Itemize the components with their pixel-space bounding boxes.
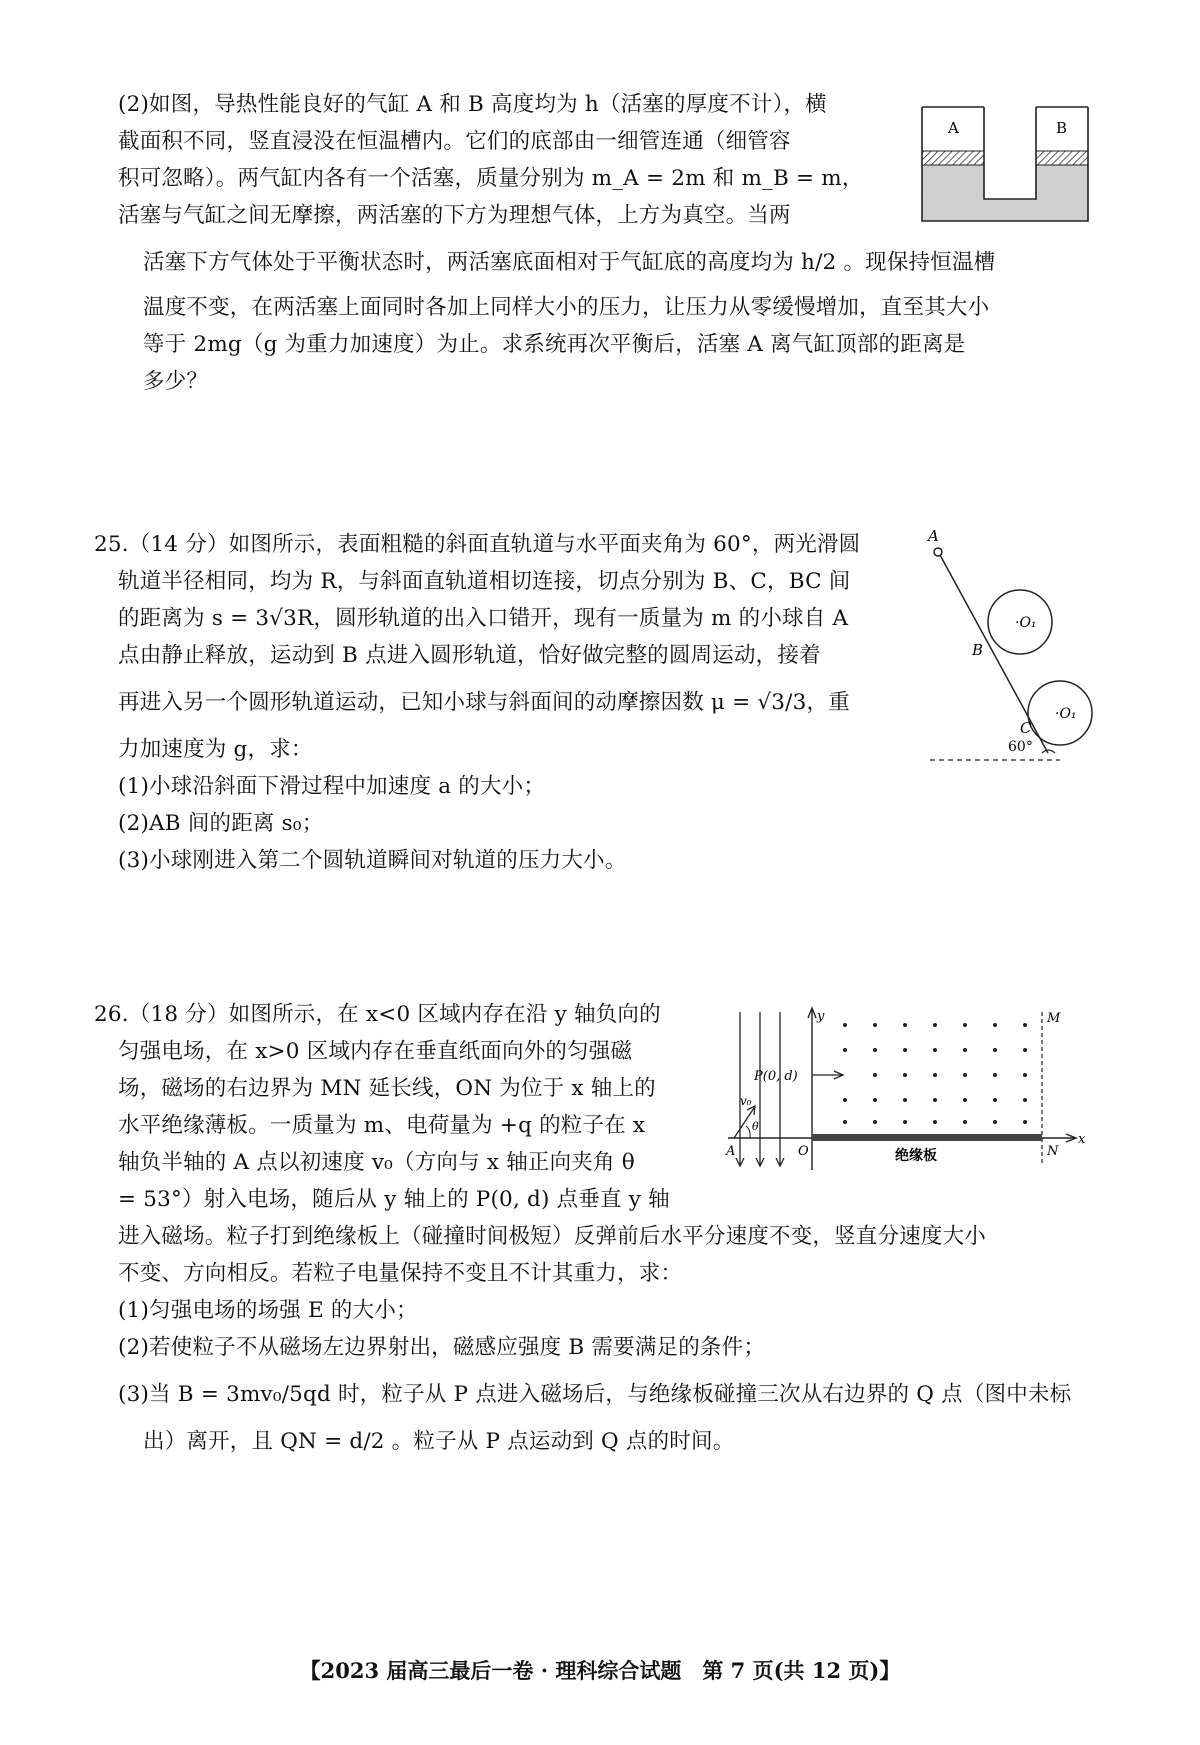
label-m: M bbox=[1047, 1011, 1061, 1026]
cylinder-diagram bbox=[920, 105, 1090, 230]
ball-icon bbox=[934, 548, 942, 556]
q25-line-7: (1)小球沿斜面下滑过程中加速度 a 的大小； bbox=[118, 774, 546, 799]
label-o1-second: ·O₁ bbox=[1055, 706, 1077, 722]
q25-line-4: 点由静止释放，运动到 B 点进入圆形轨道，恰好做完整的圆周运动，接着 bbox=[118, 643, 821, 668]
label-a-point: A bbox=[726, 1144, 736, 1159]
label-o: O bbox=[798, 1144, 809, 1159]
label-b: B bbox=[972, 641, 984, 659]
q26-line-10: (2)若使粒子不从磁场左边界射出，磁感应强度 B 需要满足的条件； bbox=[118, 1335, 766, 1360]
q24-line-1: (2)如图，导热性能良好的气缸 A 和 B 高度均为 h（活塞的厚度不计），横 bbox=[118, 92, 827, 117]
q24-line-2: 截面积不同，竖直浸没在恒温槽内。它们的底部由一细管连通（细管容 bbox=[118, 129, 791, 154]
label-c: C bbox=[1020, 719, 1032, 737]
label-board: 绝缘板 bbox=[895, 1148, 937, 1164]
q26-line-2: 匀强电场，在 x>0 区域内存在垂直纸面向外的匀强磁 bbox=[118, 1039, 633, 1064]
q26-line-11: (3)当 B = 3mv₀/5qd 时，粒子从 P 点进入磁场后，与绝缘板碰撞三次从右边界的 Q 点（图中未标 bbox=[118, 1382, 1072, 1407]
cylinder-b-label: B bbox=[1056, 119, 1068, 137]
q26-line-3: 场，磁场的右边界为 MN 延长线，ON 为位于 x 轴上的 bbox=[118, 1076, 656, 1101]
field-diagram bbox=[720, 1000, 1100, 1195]
q26-line-6: = 53°）射入电场，随后从 y 轴上的 P(0, d) 点垂直 y 轴 bbox=[118, 1187, 670, 1212]
label-x: x bbox=[1078, 1132, 1086, 1147]
q26-line-1: 26.（18 分）如图所示，在 x<0 区域内存在沿 y 轴负向的 bbox=[94, 1002, 661, 1027]
label-p: P(0, d) bbox=[754, 1069, 798, 1084]
q25-line-9: (3)小球刚进入第二个圆轨道瞬间对轨道的压力大小。 bbox=[118, 848, 627, 873]
q25-line-6: 力加速度为 g，求： bbox=[118, 737, 313, 762]
q25-line-3: 的距离为 s = 3√3R，圆形轨道的出入口错开，现有一质量为 m 的小球自 A bbox=[118, 606, 849, 631]
q24-line-8: 多少？ bbox=[143, 369, 209, 394]
incline-diagram bbox=[920, 525, 1100, 765]
magnetic-field-dots bbox=[843, 1023, 1027, 1124]
q24-line-7: 等于 2mg（g 为重力加速度）为止。求系统再次平衡后，活塞 A 离气缸顶部的距离是 bbox=[143, 332, 966, 357]
page-footer: 【2023 届高三最后一卷 · 理科综合试题 第 7 页(共 12 页)】 bbox=[299, 1658, 901, 1683]
q26-line-5: 轴负半轴的 A 点以初速度 v₀（方向与 x 轴正向夹角 θ bbox=[118, 1150, 635, 1175]
label-o1-first: ·O₁ bbox=[1015, 615, 1037, 631]
q24-line-4: 活塞与气缸之间无摩擦，两活塞的下方为理想气体，上方为真空。当两 bbox=[118, 203, 791, 228]
q25-line-1: 25.（14 分）如图所示，表面粗糙的斜面直轨道与水平面夹角为 60°，两光滑圆 bbox=[94, 532, 861, 557]
q25-line-5: 再进入另一个圆形轨道运动，已知小球与斜面间的动摩擦因数 μ = √3/3，重 bbox=[118, 690, 850, 715]
q26-line-7: 进入磁场。粒子打到绝缘板上（碰撞时间极短）反弹前后水平分速度不变，竖直分速度大小 bbox=[118, 1224, 987, 1249]
q24-line-6: 温度不变，在两活塞上面同时各加上同样大小的压力，让压力从零缓慢增加，直至其大小 bbox=[143, 295, 990, 320]
q26-line-9: (1)匀强电场的场强 E 的大小； bbox=[118, 1298, 418, 1323]
label-n: N bbox=[1047, 1144, 1059, 1159]
label-v0: v₀ bbox=[740, 1094, 752, 1108]
label-a: A bbox=[928, 527, 939, 545]
label-angle: 60° bbox=[1008, 739, 1033, 755]
q25-line-2: 轨道半径相同，均为 R，与斜面直轨道相切连接，切点分别为 B、C，BC 间 bbox=[118, 569, 851, 594]
q26-line-12: 出）离开，且 QN = d/2 。粒子从 P 点运动到 Q 点的时间。 bbox=[143, 1429, 735, 1454]
q25-line-8: (2)AB 间的距离 s₀； bbox=[118, 811, 324, 836]
label-theta: θ bbox=[752, 1120, 759, 1133]
q24-line-3: 积可忽略）。两气缸内各有一个活塞，质量分别为 m_A = 2m 和 m_B = m， bbox=[118, 166, 864, 191]
q24-line-5: 活塞下方气体处于平衡状态时，两活塞底面相对于气缸底的高度均为 h/2 。现保持恒温槽 bbox=[143, 250, 996, 275]
q26-line-4: 水平绝缘薄板。一质量为 m、电荷量为 +q 的粒子在 x bbox=[118, 1113, 646, 1138]
label-y: y bbox=[817, 1009, 825, 1024]
cylinder-a-label: A bbox=[948, 119, 959, 137]
q26-line-8: 不变、方向相反。若粒子电量保持不变且不计其重力，求： bbox=[118, 1261, 683, 1286]
